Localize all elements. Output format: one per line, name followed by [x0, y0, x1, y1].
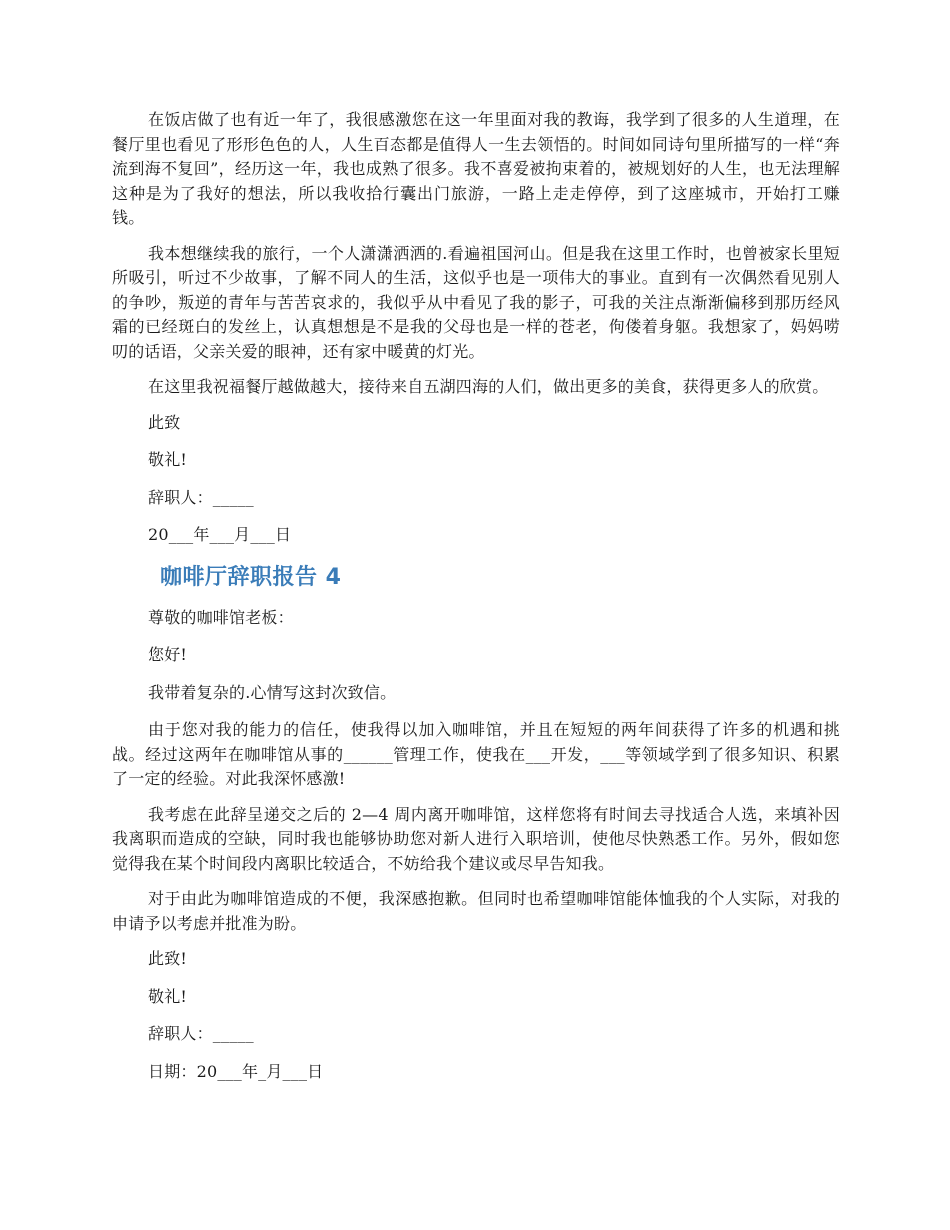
closing-line: 此致!: [148, 949, 188, 968]
body-paragraph: 对于由此为咖啡馆造成的不便，我深感抱歉。但同时也希望咖啡馆能体恤我的个人实际，对我的申请予以考虑并批准为盼。: [112, 889, 840, 933]
body-paragraph: 在这里我祝福餐厅越做越大，接待来自五湖四海的人们，做出更多的美食，获得更多人的欣赏。: [148, 377, 829, 396]
closing-regards: 敬礼!: [148, 450, 188, 469]
greeting: 您好!: [148, 645, 188, 664]
body-paragraph: 我本想继续我的旅行，一个人潇潇洒洒的.看遍祖国河山。但是我在这里工作时，也曾被家长里短所吸引，听过不少故事，了解不同人的生活，这似乎也是一项伟大的事业。直到有一次偶然看见别人的争吵，叛逆的青年与苦苦哀求的，我似乎从中看见了我的影子，可我的关注点渐渐偏移到那历经风霜的已经斑白的发丝上，认真想想是不是我的父母也是一样的苍老，佝偻着身躯。我想家了，妈妈唠叨的话语，父亲关爱的眼神，还有家中暖黄的灯光。: [112, 243, 840, 361]
body-paragraph: 由于您对我的能力的信任，使我得以加入咖啡馆，并且在短短的两年间获得了许多的机遇和挑战。经过这两年在咖啡馆从事的______管理工作，使我在___开发，___等领域学到了很多知识、积累了一定的经验。对此我深怀感激!: [112, 720, 840, 788]
closing-regards: 敬礼!: [148, 986, 188, 1006]
date-line: 日期：20___年_月___日: [148, 1061, 324, 1081]
salutation: 尊敬的咖啡馆老板：: [148, 607, 294, 627]
document-page: [112, 108, 840, 1097]
body-paragraph: 在饭店做了也有近一年了，我很感激您在这一年里面对我的教诲，我学到了很多的人生道理，在餐厅里也看见了形形色色的人，人生百态都是值得人一生去领悟的。时间如同诗句里所描写的一样“奔流到海不复回”，经历这一年，我也成熟了很多。我不喜爱被拘束着的，被规划好的人生，也无法理解这种是为了我好的想法，所以我收拾行囊出门旅游，一路上走走停停，到了这座城市，开始打工赚钱。: [112, 110, 840, 227]
section-heading: 咖啡厅辞职报告 4: [160, 564, 342, 590]
closing-line: 此致: [148, 412, 181, 432]
body-paragraph: 我考虑在此辞呈递交之后的 2—4 周内离开咖啡馆，这样您将有时间去寻找适合人选，来填补因我离职而造成的空缺，同时我也能够协助您对新人进行入职培训，使他尽快熟悉工作。另外，假如您觉得我在某个时间段内离职比较适合，不妨给我个建议或尽早告知我。: [112, 804, 840, 873]
date-line: 20___年___月___日: [148, 525, 292, 544]
signer-line: 辞职人：_____: [148, 1024, 254, 1043]
opening-line: 我带着复杂的.心情写这封次致信。: [148, 682, 397, 702]
signer-line: 辞职人：_____: [148, 487, 254, 507]
